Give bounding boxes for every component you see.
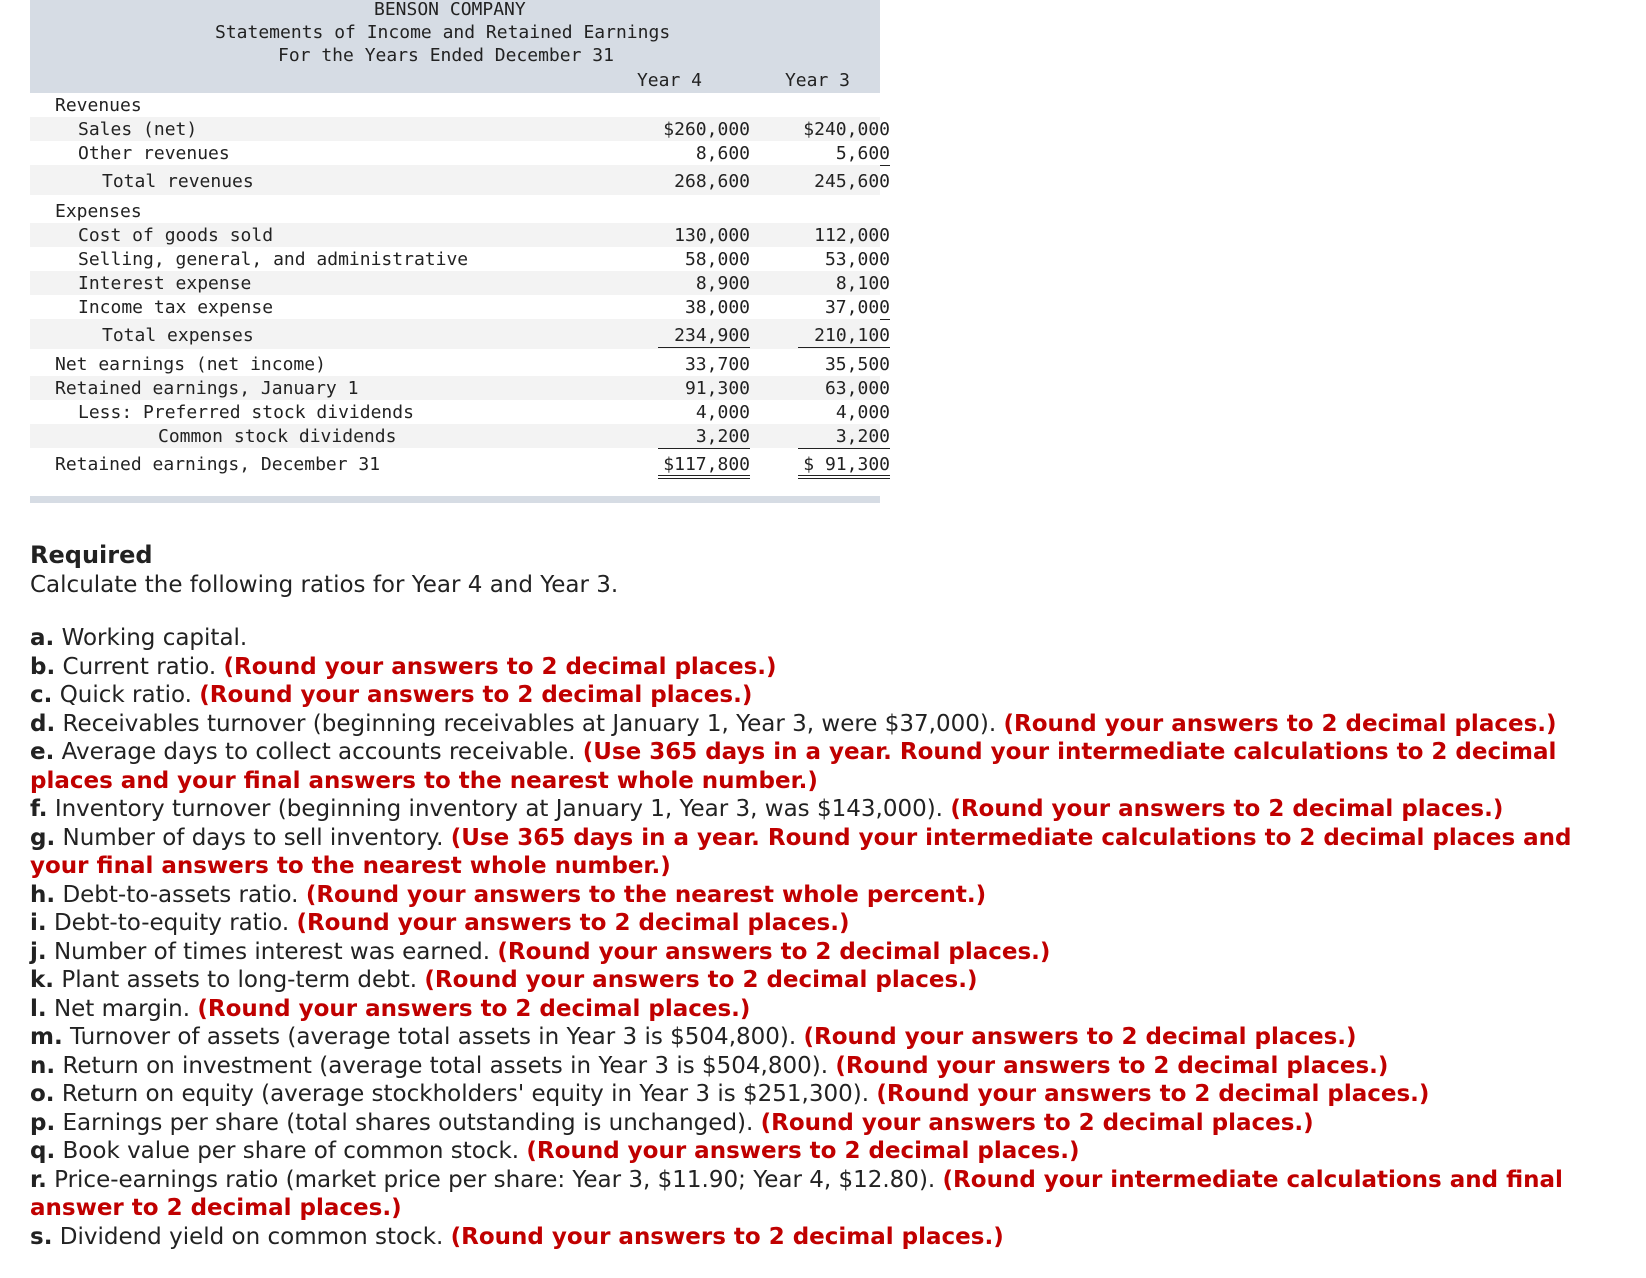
list-item: s. Dividend yield on common stock. (Round your answers to 2 decimal places.)	[30, 1223, 1004, 1250]
row-common-dividends: Common stock dividends 3,200 3,200	[30, 424, 880, 448]
list-item: d. Receivables turnover (beginning receivables at January 1, Year 3, were $37,000). (Round your answers to 2 decimal places.)	[30, 710, 1557, 737]
row-retained-earnings-dec: Retained earnings, December 31 $117,800 $ 91,300	[30, 448, 880, 478]
row-net-income: Net earnings (net income) 33,700 35,500	[55, 354, 890, 375]
ratio-list	[30, 624, 1610, 1251]
list-item: p. Earnings per share (total shares outstanding is unchanged). (Round your answers to 2 decimal places.)	[30, 1109, 1314, 1136]
list-item: c. Quick ratio. (Round your answers to 2 decimal places.)	[30, 682, 753, 708]
list-item: b. Current ratio. (Round your answers to 2 decimal places.)	[30, 653, 777, 680]
list-item: k. Plant assets to long-term debt. (Round your answers to 2 decimal places.)	[30, 967, 978, 993]
list-item: l. Net margin. (Round your answers to 2 decimal places.)	[30, 995, 751, 1022]
required-heading: Required	[30, 541, 153, 569]
row-cogs: Cost of goods sold 130,000 112,000	[30, 223, 880, 247]
list-item: q. Book value per share of common stock. (Round your answers to 2 decimal places.)	[30, 1138, 1080, 1164]
list-item: a. Working capital.	[30, 625, 248, 651]
list-item: i. Debt-to-equity ratio. (Round your answers to 2 decimal places.)	[30, 910, 850, 936]
statement-period: For the Years Ended December 31	[278, 45, 614, 66]
required-intro: Calculate the following ratios for Year 4 and Year 3.	[30, 572, 619, 598]
list-item: m. Turnover of assets (average total assets in Year 3 is $504,800). (Round your answers to 2 decimal places.)	[30, 1024, 1357, 1050]
row-income-tax-expense: Income tax expense 38,000 37,000	[78, 297, 890, 318]
row-other-revenues: Other revenues 8,600 5,600	[78, 143, 890, 164]
list-item: e. Average days to collect accounts receivable. (Use 365 days in a year. Round your intermediate calculations to 2 decimal places and your final answers to the nearest whole number.)	[30, 739, 1557, 794]
row-preferred-dividends: Less: Preferred stock dividends 4,000 4,000	[78, 402, 890, 423]
list-item: o. Return on equity (average stockholders' equity in Year 3 is $251,300). (Round your answers to 2 decimal places.)	[30, 1081, 1430, 1107]
list-item: n. Return on investment (average total assets in Year 3 is $504,800). (Round your answers to 2 decimal places.)	[30, 1052, 1389, 1079]
list-item: h. Debt-to-assets ratio. (Round your answers to the nearest whole percent.)	[30, 881, 987, 908]
row-sales: Sales (net) $260,000 $240,000	[30, 117, 880, 141]
income-statement-table	[30, 0, 890, 503]
company-name: BENSON COMPANY	[374, 0, 526, 20]
statement-footer-bar	[30, 496, 880, 503]
required-section	[30, 540, 1610, 1251]
row-retained-earnings-jan: Retained earnings, January 1 91,300 63,000	[30, 376, 880, 400]
column-header-year3: Year 3	[784, 70, 850, 91]
row-interest-expense: Interest expense 8,900 8,100	[30, 271, 880, 295]
row-sga: Selling, general, and administrative 58,000 53,000	[78, 249, 890, 270]
row-revenues-header: Revenues	[55, 95, 142, 116]
statement-header	[30, 0, 880, 93]
list-item: r. Price-earnings ratio (market price per share: Year 3, $11.90; Year 4, $12.80). (Round your intermediate calculations and final answer to 2 decimal places.)	[30, 1166, 1563, 1221]
row-total-revenues: Total revenues 268,600 245,600	[30, 165, 880, 195]
list-item: g. Number of days to sell inventory. (Use 365 days in a year. Round your intermediate calculations to 2 decimal places and your final answers to the nearest whole number.)	[30, 824, 1572, 879]
list-item: f. Inventory turnover (beginning inventory at January 1, Year 3, was $143,000). (Round your answers to 2 decimal places.)	[30, 796, 1504, 822]
row-expenses-header: Expenses	[55, 201, 142, 222]
row-total-expenses: Total expenses 234,900 210,100	[30, 319, 880, 349]
column-header-year4: Year 4	[636, 70, 702, 91]
statement-title: Statements of Income and Retained Earnings	[215, 22, 671, 43]
list-item: j. Number of times interest was earned. (Round your answers to 2 decimal places.)	[30, 938, 1051, 965]
